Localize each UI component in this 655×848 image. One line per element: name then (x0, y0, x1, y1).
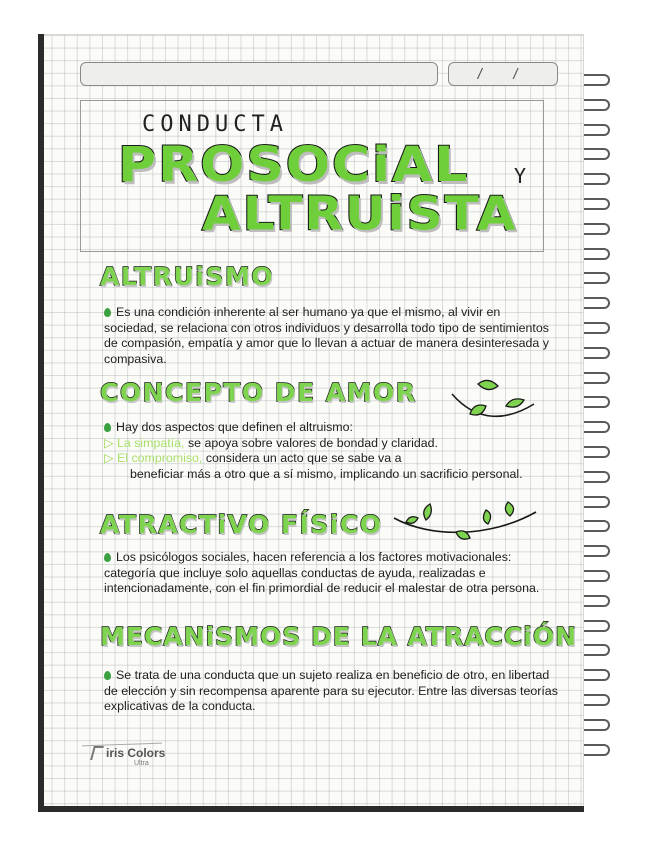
paragraph-atractivo-fisico (104, 550, 556, 597)
spiral-ring (584, 719, 610, 731)
spiral-ring (584, 644, 610, 656)
spiral-ring (584, 570, 610, 582)
spiral-ring (584, 669, 610, 681)
paragraph-amor (104, 420, 554, 482)
date-slashes: / / (476, 66, 530, 82)
amor-intro: Hay dos aspectos que definen el altruismo: (116, 420, 353, 434)
amor-item-simpatia (104, 436, 554, 452)
page-shadow-bottom (38, 806, 584, 812)
arrow-bullet-icon: ▷ (104, 451, 114, 466)
spiral-ring (584, 520, 610, 532)
spiral-ring (584, 148, 610, 160)
leaf-bullet-icon (104, 308, 111, 317)
spiral-ring (584, 347, 610, 359)
spiral-ring (584, 248, 610, 260)
spiral-ring (584, 620, 610, 632)
heading-concepto-amor: CONCEPTO DE AMOR (100, 378, 417, 407)
spiral-ring (584, 173, 610, 185)
spiral-ring (584, 545, 610, 557)
title-connector: Y (514, 164, 527, 188)
compromiso-label: El compromiso, (116, 451, 203, 466)
title-line-altruista: ALTRUiSTA (202, 187, 518, 241)
page-shadow-left (38, 34, 44, 812)
spiral-ring (584, 372, 610, 384)
paragraph-altruismo (104, 305, 554, 367)
leaf-bullet-icon (104, 553, 111, 562)
spiral-ring (584, 471, 610, 483)
heading-mecanismos-atraccion: MECANiSMOS DE LA ATRACCiÓN (100, 622, 578, 651)
heading-altruismo: ALTRUiSMO (100, 262, 274, 291)
spiral-ring (584, 694, 610, 706)
spiral-ring (584, 421, 610, 433)
brand-mark-icon (90, 746, 104, 760)
spiral-binding (584, 74, 614, 774)
simpatia-label: La simpatía, (116, 435, 185, 450)
brand-sub: Ultra (134, 760, 149, 767)
vine-leaves-icon (448, 376, 538, 424)
vine-leaves-icon (390, 498, 540, 546)
mecanismos-text: Se trata de una conducta que un sujeto realiza en beneficio de otro, en libertad de elección y sin recompensa aparente para su ejecutor. Entre las diversas teorías explicativas de la conducta. (104, 668, 558, 714)
spiral-ring (584, 297, 610, 309)
spiral-ring (584, 744, 610, 756)
title-line-prosocial: PROSOCiAL (118, 138, 470, 194)
amor-item-compromiso (104, 451, 554, 467)
spiral-ring (584, 99, 610, 111)
spiral-ring (584, 223, 610, 235)
header-title-field (80, 62, 438, 86)
spiral-ring (584, 496, 610, 508)
title-line-conducta: CONDUCTA (142, 112, 288, 137)
spiral-ring (584, 322, 610, 334)
heading-atractivo-fisico: ATRACTiVO FÍSiCO (100, 510, 383, 539)
altruismo-text: Es una condición inherente al ser humano ya que el mismo, al vivir en sociedad, se relaciona con otros individuos y desarrolla todo tipo de sentimientos de compasión, empatía y amor que lo llevan a actuar de manera desinteresada y compasiva. (104, 305, 549, 366)
compromiso-continuation: beneficiar más a otro que a sí mismo, implicando un sacrificio personal. (130, 466, 523, 481)
leaf-bullet-icon (104, 423, 111, 432)
paragraph-mecanismos (104, 668, 558, 715)
brand-name: iris Colors (106, 746, 166, 760)
simpatia-text: se apoya sobre valores de bondad y claridad. (187, 435, 438, 450)
header-date-field (448, 62, 558, 86)
leaf-bullet-icon (104, 671, 111, 680)
spiral-ring (584, 74, 610, 86)
spiral-ring (584, 595, 610, 607)
spiral-ring (584, 272, 610, 284)
spiral-ring (584, 198, 610, 210)
spiral-ring (584, 446, 610, 458)
spiral-ring (584, 124, 610, 136)
arrow-bullet-icon: ▷ (104, 435, 114, 450)
fisico-text: Los psicólogos sociales, hacen referencia a los factores motivacionales: categoría que incluye solo aquellas conductas de ayuda, realizadas e intencionadamente, con el fin primordial de reducir el malestar de otra persona. (104, 550, 540, 596)
compromiso-text: considera un acto que se sabe va a (205, 451, 402, 466)
spiral-ring (584, 396, 610, 408)
brand-logo (92, 746, 165, 760)
